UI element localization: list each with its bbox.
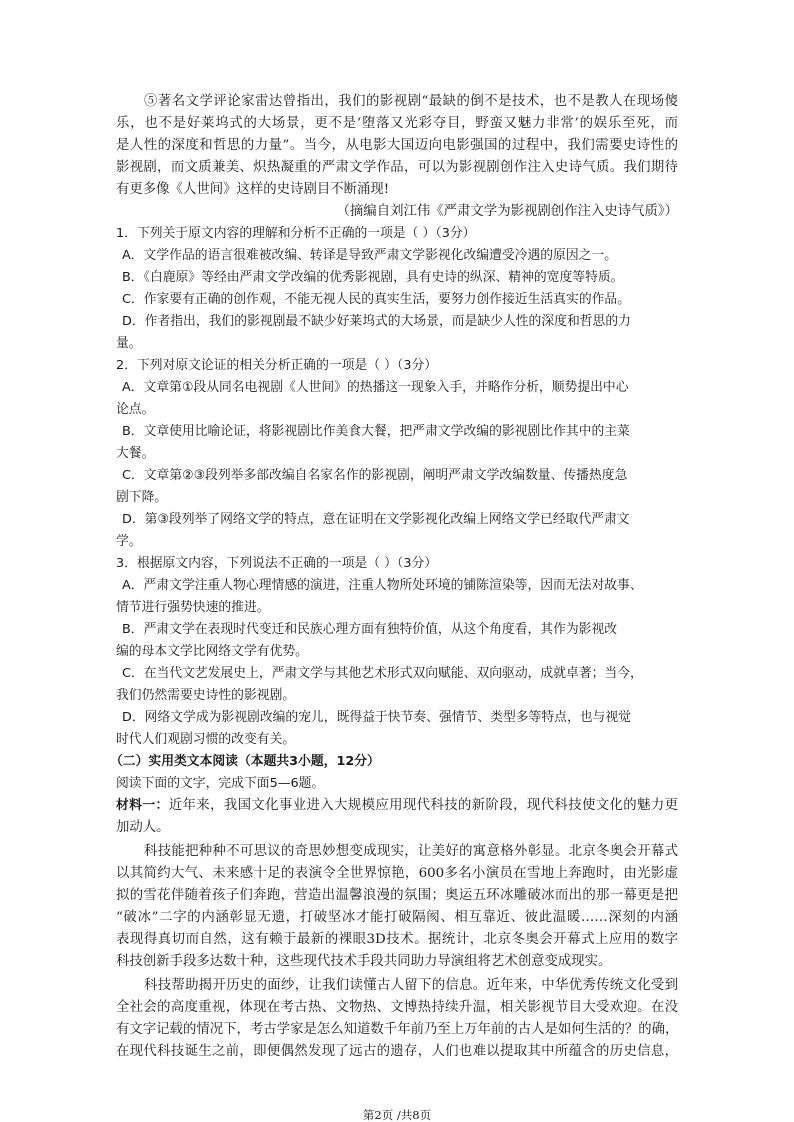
material-para1-line: 表现得真切而自然，这有赖于最新的裸眼3D技术。据统计，北京冬奥会开幕式上应用的数字 (116, 932, 678, 947)
material-para1-line: 科技创新手段多达数十种，这些现代技术手段共同助力导演组将艺术创意变成现实。 (116, 954, 612, 969)
passage-line: 有更多像《人世间》这样的史诗剧目不断涌现! (116, 182, 390, 197)
question-3-option-a-cont: 情节进行强势快速的推进。 (116, 600, 270, 615)
passage-source: （摘编自刘江伟《严肃文学为影视剧创作注入史诗气质》） (336, 204, 678, 219)
material-para2-line: 有文字记载的情况下，考古学家是怎么知道数千年前乃至上万年前的古人是如何生活的？的确， (116, 1022, 679, 1037)
material-para1-line: 拟的雪花伴随着孩子们奔跑，营造出温馨浪漫的氛围；奥运五环冰雕破冰而出的那一幕更是把 (116, 888, 678, 903)
passage-line: 乐，也不是好莱坞式的大场景，更不是‘堕落又光彩夺目，野蛮又魅力非常’的娱乐至死，而 (116, 116, 678, 131)
question-1-stem: 1．下列关于原文内容的理解和分析不正确的一项是（ ）（3分） (116, 226, 476, 241)
passage-line: ⑤著名文学评论家雷达曾指出，我们的影视剧“最缺的倒不是技术，也不是教人在现场傻 (144, 94, 678, 109)
material-para2-line: 在现代科技诞生之前，即便偶然发现了远古的遗存，人们也难以提取其中所蕴含的历史信息， (116, 1044, 678, 1059)
question-1-option-c: C．作家要有正确的创作观，不能无视人民的真实生活，要努力创作接近生活真实的作品。 (122, 292, 631, 307)
passage-line: 影视剧，而文质兼美、炽热凝重的严肃文学作品，可以为影视剧创作注入史诗气质。我们期待 (116, 160, 678, 175)
question-2-option-c-cont: 剧下降。 (116, 490, 168, 505)
material-intro-line (116, 796, 678, 816)
question-1-option-d-cont: 量。 (116, 336, 142, 351)
question-2-option-c: C．文章第②③段列举多部改编自名家名作的影视剧，阐明严肃文学改编数量、传播热度急 (122, 468, 628, 483)
question-2-option-d: D．第③段列举了网络文学的特点，意在证明在文学影视化改编上网络文学已经取代严肃文 (122, 512, 630, 527)
question-2-option-b-cont: 大餐。 (116, 446, 155, 461)
passage-line: 是人性的深度和哲思的力量”。当今，从电影大国迈向电影强国的过程中，我们需要史诗性的 (116, 138, 678, 153)
material-para1-line: 以其简约大气、未来感十足的表演令全世界惊艳，600多名小演员在雪地上奔跑时，由光影虚 (116, 866, 678, 881)
section-instruction: 阅读下面的文字，完成下面5—6题。 (116, 776, 325, 791)
material-para2-line: 科技帮助揭开历史的面纱，让我们读懂古人留下的信息。近年来，中华优秀传统文化受到 (144, 978, 678, 993)
question-3-option-b: B．严肃文学在表现时代变迁和民族心理方面有独特价值，从这个角度看，其作为影视改 (122, 622, 618, 637)
material-para1-line: “破冰”二字的内涵彰显无遗，打破坚冰才能打破隔阂、相互靠近、彼此温暖……深刻的内涵 (116, 910, 678, 925)
question-1-option-a: A．文学作品的语言很难被改编、转译是导致严肃文学影视化改编遭受冷遇的原因之一。 (122, 248, 618, 263)
material-para2-line: 全社会的高度重视，体现在考古热、文物热、文博热持续升温，相关影视节目大受欢迎。在没 (116, 1000, 678, 1015)
question-1-option-b: B．《白鹿原》等经由严肃文学改编的优秀影视剧，具有史诗的纵深、精神的宽度等特质。 (122, 270, 624, 285)
question-2-option-a-cont: 论点。 (116, 402, 155, 417)
material-intro-cont: 加动人。 (116, 820, 170, 835)
question-3-option-c: C．在当代文艺发展史上，严肃文学与其他艺术形式双向赋能、双向驱动，成就卓著；当今， (122, 666, 643, 681)
question-3-option-d-cont: 时代人们观剧习惯的改变有关。 (116, 732, 296, 747)
question-3-option-b-cont: 编的母本文学比网络文学有优势。 (116, 644, 308, 659)
question-3-option-c-cont: 我们仍然需要史诗性的影视剧。 (116, 688, 296, 703)
question-3-option-d: D．网络文学成为影视剧改编的宠儿，既得益于快节奏、强情节、类型多等特点，也与视觉 (122, 710, 631, 725)
question-1-option-d: D．作者指出，我们的影视剧最不缺少好莱坞式的大场景，而是缺少人性的深度和哲思的力 (122, 314, 631, 329)
question-2-option-b: B．文章使用比喻论证，将影视剧比作美食大餐，把严肃文学改编的影视剧比作其中的主菜 (122, 424, 630, 439)
section-heading: （二）实用类文本阅读（本题共3小题，12分） (110, 754, 380, 769)
material-para1-line: 科技能把种种不可思议的奇思妙想变成现实，让美好的寓意格外彰显。北京冬奥会开幕式 (144, 844, 678, 859)
question-3-option-a: A．严肃文学注重人物心理情感的演进，注重人物所处环境的铺陈渲染等，因而无法对故事、 (122, 578, 643, 593)
material-label: 材料一： (116, 798, 169, 813)
question-2-option-d-cont: 学。 (116, 534, 142, 549)
material-intro-text: 近年来，我国文化事业进入大规模应用现代科技的新阶段，现代科技使文化的魅力更 (168, 798, 679, 813)
page-footer: 第2页 /共8页 (362, 1108, 432, 1122)
question-2-option-a: A．文章第①段从同名电视剧《人世间》的热播这一现象入手，并略作分析，顺势提出中心 (122, 380, 629, 395)
question-3-stem: 3．根据原文内容，下列说法不正确的一项是（ ）（3分） (116, 556, 438, 571)
question-2-stem: 2．下列对原文论证的相关分析正确的一项是（ ）（3分） (116, 358, 438, 373)
